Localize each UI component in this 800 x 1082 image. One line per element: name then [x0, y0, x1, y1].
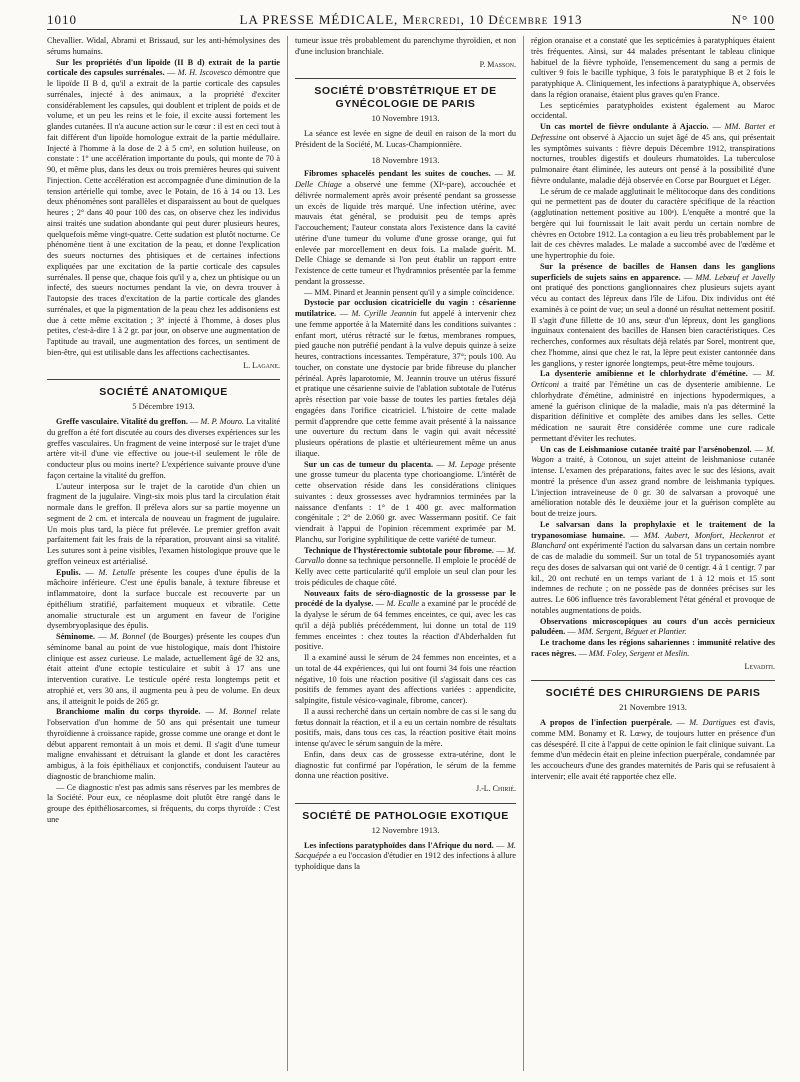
article-author: M. Carvallo — [295, 545, 517, 566]
article-placenta: Sur un cas de tumeur du placenta. — M. Lepage présente une grosse tumeur du placenta type chorioangiome. L'intérêt de cette observation réside dans les considérations cliniques suivantes : deux grossesses avec hydramnios terminées par la naissance d'enfants : 1° de 1 400 gr. avec malformation congénitale ; 2° de 2.060 gr. avec Wassermann positif. Ce fait viendrait à l'appui de l'opinion récemment exprimée par M. Planchu, sur l'origine syphilitique de cette variété de tumeur. — [295, 459, 516, 544]
article-author: M. Ecalle — [386, 599, 420, 609]
article-text: a traité par l'émétine un cas de dysenterie amibienne. Le chlorhydrate d'émétine, administré en injections hypodermiques, a amené la guérison clinique de la maladie, mais n'a pas déterminé la disparition définitive et complète des amibes dans les selles. Cette médication ne saurait être considérée comme une cure radicale permettant d'éviter les rechutes. — [531, 380, 775, 443]
article-text: a eu l'occasion d'étudier en 1912 des infections à allure typhoïdique dans la — [295, 851, 516, 871]
column-1 — [47, 36, 287, 1071]
paragraph: Chevallier. Widal, Abrami et Brissaud, sur les anti-hémolysines des sérums humains. — [47, 36, 280, 56]
article-text: fut appelé à intervenir chez une femme apportée à la Maternité dans les conditions suivantes : enfant mort, utérus rétracté sur le fœtus, membranes rompues, pied gauche non putréfié pendant à la vulve depuis quinze à seize heures, contractions incessantes. Température, 37°; pouls 100. Au toucher, on constate une dystocie par bride fibreuse du plancher périnéal. Après laparotomie, M. Jeannin trouve un utérus fissuré et pratique une césarienne suivie de l'ablation subtotale de l'utérus après résection par voie basse de toutes les parties fœtales déjà engagées dans l'orifice cicatriciel. L'histoire de cette malade permit d'apprendre que cette femme avait présenté à la naissance une ouverture du rectum dans le vagin qui avait nécessité plusieurs opérations de plastie et ultérieurement même un anus iliaque. — [295, 309, 516, 458]
article-text: est d'avis, comme MM. Bonamy et R. Lœwy, de toujours lutter en présence d'un cas désespéré. Il cite à l'appui de cette opinion le fait clinique suivant. La femme d'un médecin était en pleine infection puerpérale, condamnée par les accoucheurs d'une des grandes maternités de Paris qui se refusaient à intervenir; elle avait été rapportée chez elle. — [531, 718, 775, 781]
article-author: M. Cyrille Jeannin — [351, 309, 417, 318]
article-fibromes: Fibromes sphacelés pendant les suites de couches. — M. Delle Chiage a observé une femme (XIᵉ-pare), accouchée et délivrée normalement après avoir présenté pendant sa grossesse un excès de liquide très marqué. Une infection utérine, avec mauvais état général, se produisit peu de temps après l'accouchement; l'auteur constata alors l'existence dans la cavité utérine d'une tumeur du volume d'une grosse orange, qui fut enlevée par morcellement en deux fois. La malade guérit. M. Delle Chiage se demande si l'on peut établir un rapport entre l'existence de cette tumeur et l'hydramnios présentée par la femme pendant la grossesse. — [295, 169, 516, 286]
paragraph: région oranaise et a constaté que les septicémies à paratyphiques étaient très fréquentes. Ainsi, sur 44 malades présentant le tableau clinique habituel de la fièvre typhoïde, l'ensemencement du sang a permis de cultiver 9 fois le bacille typhique, 3 fois le paratyphique B et 2 fois le paratyphique A. Cliniquement, les infections à paratyphique A, observées dans la région oranaise, étaient plus graves qu'en France. — [531, 36, 775, 99]
paragraph: tumeur issue très probablement du parenchyme thyroïdien, et non d'une inclusion branchiale. — [295, 36, 516, 56]
article-title: Dystocie par occlusion cicatricielle du vagin : césarienne mutilatrice. — [295, 298, 516, 318]
section-date: 21 Novembre 1913. — [619, 702, 687, 713]
signature: L. Lagane. — [243, 360, 280, 370]
section-heading: SOCIÉTÉ ANATOMIQUE — [47, 379, 280, 399]
article-text: démontre que le lipoïde II B d, qu'il a extrait de la partie corticale des capsules surrénales, injecté à des animaux, a la propriété d'exciter considérablement les capsules, qui doublent et triplent de poids et de volume, et un peu les reins et le foie, il excite aussi fortement les glandes cutanées. Il n'a aucune action sur le cœur : il est en ceci tout à fait différent d'un lipoïde homologue extrait de la partie médullaire. Injecté à l'homme à la dose de 2 à 5 cm³, en solution huileuse, on constate : 1° une accélération importante du pouls, qui monte de 70 à 90, et même plus, dans les deux ou trois premières heures qui suivent l'injection. Cette accélération est accompagnée d'une diminution de la tension artérielle qui tombe, avec le Potain, de 16 à 14 ou 13. Les deux phénomènes sont parallèles et disparaissent au bout de quelques heures ; 2° dans 40 pour 100 des cas, on observe chez les individus ainsi traités une sudation abondante qui peut durer plusieurs heures, quelquefois même vingt-quatre. Cette sudation est plutôt nocturne. Ce phénomène tient à une excitation de la peau, et donne l'explication des sueurs nocturnes des phtisiques et de certaines infections expliquées par une excitation de la partie corticale des capsules surrénales. Il pense que, chaque fois qu'il y a, chez un phtisique ou un infecté, des sueurs nocturnes pendant la vie, on devra trouver à l'autopsie des traces d'excitation de la partie corticale des glandes surrénales, et que la pigmentation de la peau chez les addisoniens est due à cette même excitation ; 3° injecté à l'homme, à doses plus petites, c'est-à-dire 1 à 2 gr. par jour, on observe une augmentation de l'aptitude au travail, une augmentation des forces, un sentiment de bien-être, qui est utilisable dans les affections cachectisantes. — [47, 68, 281, 357]
article-hansen: Sur la présence de bacilles de Hansen dans les ganglions superficiels de sujets sains en apparence. — MM. Lebœuf et Javelly ont pratiqué des ponctions ganglionnaires chez plusieurs sujets ayant vécu au contact des lépreux dans l'île de Lifou. Dix individus ont été examinés à ce point de vue; un seul a donné un résultat nettement positif. Il s'agit d'une fillette de 10 ans, sœur d'un lépreux, dont les ganglions inguinaux contenaient des bacilles de Hansen bien caractéristiques. Ces recherches, conformes aux résultats déjà relatés par Sorel, montrent que, chez l'homme, ainsi que chez le rat, la lèpre peut exister cantonnée dans les ganglions, y rester ignorée longtemps, peut-être même toujours. — [531, 261, 775, 368]
article-author: M. Wagon — [531, 444, 775, 465]
article-hysterectomie: Technique de l'hystérectomie subtotale pour fibrome. — M. Carvallo donne sa technique personnelle. Il emploie le procédé de Kelly avec cette particularité qu'il emploie un seul clan pour les trois pédicules de chaque côté. — [295, 545, 517, 587]
section-date: 18 Novembre 1913. — [371, 154, 440, 165]
article-trachome: Le trachome dans les régions sahariennes : immunité relative des races nègres. — MM. Foley, Sergent et Meslin. — [531, 638, 775, 658]
article-title: Branchiome malin du corps thyroïde. — [56, 707, 201, 717]
article-puerperale: A propos de l'infection puerpérale. — M. Dartigues est d'avis, comme MM. Bonamy et R. Lœwy, de toujours lutter en présence d'un cas désespéré. Il cite à l'appui de cette opinion le fait clinique suivant. La femme d'un médecin était en pleine infection puerpérale, condamnée par les accoucheurs d'une des grandes maternités de Paris qui se refusaient à intervenir; elle avait été rapportée chez elle. — [531, 718, 775, 781]
page-header — [47, 9, 775, 30]
article-text: ont observé à Ajaccio un sujet âgé de 45 ans, qui présentait les symptômes suivants : fièvre depuis Décembre 1912, transpirations nocturnes, troubles digestifs et douleurs rhumatoïdes. La tuberculose pulmonaire étant éliminée, les auteurs ont pensé à la possibilité d'une fièvre ondulante, maladie déjà observée en Corse par Bourguet et Léger. — [531, 132, 775, 185]
paragraph: Il a aussi recherché dans un certain nombre de cas si le sang du fœtus donnait la réaction, et il a eu un certain nombre de résultats positifs, mais, dans tous ces cas, la réaction positive était moins intense qu'avec le sérum sanguin de la mère. — [295, 706, 516, 748]
article-author: M. P. Mouro. — [200, 417, 245, 426]
signature: J.-L. Chirié. — [476, 784, 516, 793]
article-text: La vitalité du greffon a été fort discutée au cours des diverses expériences sur les greffes vasculaires. Un fragment de veine interposé sur le trajet d'une artère vit-il d'une vie effective ou joue-t-il seulement le rôle de conducteur plus ou moins inerte? L'expérience suivante prouve d'une façon certaine la vitalité du greffon. — [47, 417, 281, 480]
article-title: Technique de l'hystérectomie subtotale pour fibrome. — [304, 545, 494, 555]
article-author: M. Dartigues — [689, 718, 736, 727]
section-heading: SOCIÉTÉ D'OBSTÉTRIQUE ET DE GYNÉCOLOGIE DE PARIS — [295, 78, 516, 111]
article-title: Nouveaux faits de séro-diagnostic de la grossesse par le procédé de la dyalyse. — [295, 588, 516, 609]
article-title: Sur la présence de bacilles de Hansen dans les ganglions superficiels de sujets sains en apparence. — [531, 261, 775, 282]
article-text: a observé une femme (XIᵉ-pare), accouchée et délivrée normalement après avoir présenté pendant sa grossesse un excès de liquide très marqué. Une infection utérine, avec mauvais état général, se produisit peu de temps après l'accouchement; l'auteur constata alors l'existence dans la cavité utérine d'une tumeur du volume d'une grosse orange, qui fut enlevée par morcellement en deux fois. La malade guérit. M. Delle Chiage se demande si l'on peut établir un rapport entre l'existence de cette tumeur et l'hydramnios présentée par la femme pendant la grossesse. — [295, 180, 516, 286]
article-author: M. Lepage — [448, 459, 485, 469]
section-date: 12 Novembre 1913. — [371, 824, 440, 835]
article-author: M. H. Iscovesco — [177, 68, 232, 78]
article-author: MM. Foley, Sergent et Meslin. — [588, 648, 690, 658]
article-title: Observations microscopiques au cours d'un accès pernicieux paludéen. — [531, 616, 775, 637]
section-date: 10 Novembre 1913. — [371, 113, 440, 124]
article-title: A propos de l'infection puerpérale. — [540, 718, 673, 727]
article-title: Le trachome dans les régions sahariennes : immunité relative des races nègres. — [531, 638, 775, 658]
article-sero: Nouveaux faits de séro-diagnostic de la grossesse par le procédé de la dyalyse. — M. Ecalle a examiné par le procédé de la dyalyse le sérum de 64 femmes enceintes, ce qui, avec les cas qu'il a déjà publiés précédemment, lui donne un total de 119 femmes enceintes : chez toutes la réaction d'Abderhalden fut positive. — [295, 588, 516, 652]
paragraph: Les septicémies paratyphoïdes existent également au Maroc occidental. — [531, 100, 775, 121]
article-text: ont pratiqué des ponctions ganglionnaires chez plusieurs sujets ayant vécu au contact des lépreux dans l'île de Lifou. Dix individus ont été examinés à ce point de vue; un seul a donné un résultat nettement positif. Il s'agit d'une fillette de 10 ans, sœur d'un lépreux, dont les ganglions inguinaux contenaient des bacilles de Hansen bien caractéristiques. Ces recherches, conformes aux résultats déjà relatés par Sorel, montrent que, chez l'homme, ainsi que chez le rat, la lèpre peut exister cantonnée dans les ganglions, y rester ignorée longtemps, peut-être même toujours. — [531, 283, 775, 368]
article-text: relate l'observation d'un homme de 50 ans qui présentait une tumeur thyroïdienne à croissance rapide, grosse comme une orange et dont le début apparent remontait à un mois et demi. Il s'agit d'une tumeur maligne envahissant et détruisant la glande et dont les caractères ambigus, à la fois épithéliaux et conjonctifs, conduisent l'auteur au diagnostic de branchiome malin. — [47, 707, 281, 781]
article-title: Fibromes sphacelés pendant les suites de couches. — [304, 169, 491, 179]
article-paratyphoides: Les infections paratyphoïdes dans l'Afrique du nord. — M. Sacquépée a eu l'occasion d'étudier en 1912 des infections à allure typhoïdique dans la — [295, 840, 516, 871]
paragraph: Il a examiné aussi le sérum de 24 femmes non enceintes, et a un total de 44 expériences, qui lui ont fourni 34 fois une réaction négative, 10 fois une réaction positive (il s'agissait dans ces cas positifs de femmes ayant des affections variées : appendicite, salpingite, fistule vésico-vaginale, fibrome, cancer). — [295, 653, 516, 705]
journal-title: LA PRESSE MÉDICALE, Mercredi, 10 Décembre 1913 — [239, 12, 583, 27]
paragraph: — MM. Pinard et Jeannin pensent qu'il y a simple coïncidence. — [304, 287, 515, 297]
section-heading: SOCIÉTÉ DE PATHOLOGIE EXOTIQUE — [295, 803, 516, 823]
signature: P. Masson. — [479, 59, 516, 69]
article-epulis: Epulis. — M. Letulle présente les coupes d'une épulis de la mâchoire inférieure. C'est une épulis banale, à texture fibreuse et inflammatoire, dont la surface buccale est recouverte par un épithélium stratifié, parfaitement muqueux et vibratile. Cette anomalie structurale est un argument en faveur de l'origine dysembryoplasique des épulis. — [47, 567, 280, 631]
article-author: MM. Bartet et Defressine — [531, 122, 775, 142]
article-author: MM. Sergent, Béguet et Plantier. — [577, 627, 687, 637]
article-text: ont expérimenté l'action du salvarsan dans un certain nombre de cas de maladie du sommeil. Sur un total de 51 trypanosomiés ayant reçu des doses de salvarsan qui ont varié de 0 centigr. 4 à 1 centigr. 7 par kil., 20 ont rechuté en un temps variant de 1 à 12 mois et 15 sont indemnes de rechute ; on ne possède pas de données précises sur les autres. Le 606 influence très favorablement l'état général et provoque de notables augmentations de poids. — [531, 541, 775, 615]
article-author: M. Orticoni — [531, 369, 775, 389]
article-author: MM. Lebœuf et Javelly — [695, 272, 775, 282]
article-title: Un cas mortel de fièvre ondulante à Ajaccio. — [540, 122, 709, 131]
article-title: Les infections paratyphoïdes dans l'Afrique du nord. — [304, 840, 494, 850]
article-branchiome: Branchiome malin du corps thyroïde. — M. Bonnel relate l'observation d'un homme de 50 ans qui présentait une tumeur thyroïdienne à croissance rapide, grosse comme une orange et dont le début apparent remontait à un mois et demi. Il s'agit d'une tumeur maligne envahissant et détruisant la glande et dont les caractères ambigus, à la fois épithéliaux et conjonctifs, conduisent l'auteur au diagnostic de branchiome malin. — [47, 707, 281, 781]
column-3 — [523, 36, 775, 1071]
article-text: (de Bourges) présente les coupes d'un séminome banal au point de vue histologique, mais dont l'histoire clinique est assez curieuse. Le malade, actuellement âgé de 32 ans, était atteint d'une ectopie testiculaire et subit à 17 ans une intervention curative. Le testicule opéré resta longtemps petit et atrophié et, vers 30 ans, il augmenta peu à peu de volume. En deux ans, il atteignit le poids de 265 gr. — [47, 632, 281, 706]
issue-number: N° 100 — [731, 12, 775, 27]
article-author: M. Letulle — [98, 567, 136, 577]
article-title: Greffe vasculaire. Vitalité du greffon. — [56, 417, 188, 426]
paragraph: — Ce diagnostic n'est pas admis sans réserves par les membres de la Société. Pour eux, ce néoplasme doit plutôt être rangé dans le groupe des épithéliosarcomes, si fréquents, du corps thyroïde : C'est une — [47, 782, 280, 824]
article-text: présente les coupes d'une épulis de la mâchoire inférieure. C'est une épulis banale, à texture fibreuse et inflammatoire, dont la surface buccale est recouverte par un épithélium stratifié, parfaitement muqueux et vibratile. Cette anomalie structurale est un argument en faveur de l'origine dysembryoplasique des épulis. — [47, 567, 280, 631]
article-author: M. Delle Chiage — [295, 169, 516, 189]
article-author: M. Bonnel — [109, 632, 146, 641]
article-seminome: Séminome. — M. Bonnel (de Bourges) présente les coupes d'un séminome banal au point de vue histologique, mais dont l'histoire clinique est assez curieuse. Le malade, actuellement âgé de 32 ans, était atteint d'une ectopie testiculaire et subit à 17 ans une intervention curative. Le testicule opéré resta longtemps petit et atrophié et, vers 30 ans, il augmenta peu à peu de volume. En deux ans, il atteignit le poids de 265 gr. — [47, 632, 281, 706]
article-title: La dysenterie amibienne et le chlorhydrate d'émétine. — [540, 369, 748, 379]
article-ajaccio: Un cas mortel de fièvre ondulante à Ajaccio. — MM. Bartet et Defressine ont observé à Ajaccio un sujet âgé de 45 ans, qui présentait les symptômes suivants : fièvre depuis Décembre 1912, transpirations nocturnes, troubles digestifs et douleurs rhumatoïdes. La tuberculose pulmonaire étant éliminée, les auteurs ont pensé à la possibilité d'une fièvre ondulante, maladie déjà observée en Corse par Bourguet et Léger. — [531, 122, 775, 185]
signature: Levaditi. — [744, 661, 775, 671]
page-number: 1010 — [47, 12, 77, 27]
article-author: MM. Aubert, Monfort, Heckenrot et Blanchard — [531, 530, 775, 551]
article-dysenterie: La dysenterie amibienne et le chlorhydrate d'émétine. — M. Orticoni a traité par l'émétine un cas de dysenterie amibienne. Le chlorhydrate d'émétine, administré en injections hypodermiques, a amené la guérison clinique de la maladie, mais n'a pas déterminé la disparition définitive et complète des amibes dans les selles. Cette médication ne saurait être considérée comme une cure radicale permettant d'éviter les rechutes. — [531, 369, 775, 443]
article-title: Epulis. — [56, 567, 81, 577]
article-title: Sur les propriétés d'un lipoïde (II B d) extrait de la partie corticale des capsules surrénales. — [47, 57, 280, 78]
article-text: a traité, à Cotonou, un sujet atteint de leishmaniose cutanée intense. L'examen des préparations, faites avec le suc des lésions, avait montré la présence d'un assez grand nombre de leishmania typiques. L'injection intraveineuse de 0 gr. 30 de salvarsan a provoqué une amélioration notable dès le deuxième jour et la guérison complète au bout de treize jours. — [531, 455, 775, 518]
paragraph: La séance est levée en signe de deuil en raison de la mort du Président de la Société, M. Lucas-Championnière. — [295, 129, 516, 149]
article-observations: Observations microscopiques au cours d'un accès pernicieux paludéen. — MM. Sergent, Béguet et Plantier. — [531, 616, 775, 637]
article-lipoid: Sur les propriétés d'un lipoïde (II B d) extrait de la partie corticale des capsules surrénales. — M. H. Iscovesco démontre que le lipoïde II B d, qu'il a extrait de la partie corticale des capsules surrénales, injecté à des animaux, a la propriété d'exciter considérablement les capsules, qui doublent et triplent de poids et de volume, et un peu les reins et le foie, il excite aussi fortement les glandes cutanées. Il n'a aucune action sur le cœur : il est en ceci tout à fait différent d'un lipoïde homologue extrait de la partie médullaire. Injecté à l'homme à la dose de 2 à 5 cm³, en solution huileuse, on constate : 1° une accélération importante du pouls, qui monte de 70 à 90, et même plus, dans les deux ou trois premières heures qui suivent l'injection. Cette accélération est accompagnée d'une diminution de la tension artérielle qui tombe, avec le Potain, de 16 à 14 ou 13. Les deux phénomènes sont parallèles et disparaissent au bout de quelques heures ; 2° dans 40 pour 100 des cas, on observe chez les individus ainsi traités une sudation abondante qui peut durer plusieurs heures, quelquefois même vingt-quatre. Cette sudation est plutôt nocturne. Ce phénomène tient à une excitation de la peau, et donne l'explication des sueurs nocturnes des phtisiques et de certaines infections expliquées par une excitation de la partie corticale des capsules surrénales. Il pense que, chaque fois qu'il y a, chez un phtisique ou un infecté, des sueurs nocturnes pendant la vie, on devra trouver à l'autopsie des traces d'excitation de la partie corticale des glandes surrénales, et que la pigmentation de la peau chez les addisoniens est due à cette même excitation ; 3° injecté à l'homme, à doses plus petites, c'est-à-dire 1 à 2 gr. par jour, on observe une augmentation de l'aptitude au travail, une augmentation des forces, un sentiment de bien-être, qui est utilisable dans les affections cachectisantes. — [47, 57, 281, 357]
column-2 — [287, 36, 523, 1071]
article-text: a examiné par le procédé de la dyalyse le sérum de 64 femmes enceintes, ce qui, avec les cas qu'il a déjà publiés précédemment, lui donne un total de 119 femmes enceintes : chez toutes la réaction d'Abderhalden fut positive. — [295, 599, 516, 652]
paragraph: L'auteur interposa sur le trajet de la carotide d'un chien un fragment de la jugulaire. Vingt-six mois plus tard la circulation était normale dans le greffon. Il préleva alors sur sa partie moyenne un segment de 2 cm. et intercala de nouveau un fragment de jugulaire. Un mois plus tard, la pièce fut prélevée. Le premier greffon avait parfaitement fait les frais de la réparation, prouvant ainsi sa vitalité. Les sutures sont à peine visibles, l'examen histologique prouve que le greffon veineux est artérialisé. — [47, 481, 280, 566]
section-date: 5 Décembre 1913. — [132, 401, 195, 412]
article-text: présente une grosse tumeur du placenta type chorioangiome. L'intérêt de cette observation réside dans les considérations cliniques suivantes : deux grossesses avec hydramnios terminées par la naissance d'enfants : 1° de 1 400 gr. avec malformation congénitale ; 2° de 2.060 gr. avec Wassermann positif. Ce fait viendrait à l'appui de l'opinion récemment exprimée par M. Planchu, sur l'origine syphilitique de cette variété de tumeur. — [295, 459, 516, 544]
article-author: M. Sacquépée — [295, 840, 516, 861]
article-title: Séminome. — [56, 632, 95, 641]
article-dystocie: Dystocie par occlusion cicatricielle du vagin : césarienne mutilatrice. — M. Cyrille Jeannin fut appelé à intervenir chez une femme apportée à la Maternité dans les conditions suivantes : enfant mort, utérus rétracté sur le fœtus, membranes rompues, pied gauche non putréfié pendant à la vulve depuis quinze à seize heures, contractions incessantes. Température, 37°; pouls 100. Au toucher, on constate une dystocie par bride fibreuse du plancher périnéal. Après laparotomie, M. Jeannin trouve un utérus fissuré et pratique une césarienne suivie de l'ablation subtotale de l'utérus après résection par voie basse de toutes les parties fœtales déjà engagées dans l'orifice cicatriciel. L'histoire de cette malade permit d'apprendre que cette femme avait présenté à la naissance une ouverture du rectum dans le vagin qui avait nécessité plusieurs opérations de plastie et ultérieurement même un anus iliaque. — [295, 298, 516, 458]
article-leishmaniose: Un cas de Leishmaniose cutanée traité par l'arsénobenzol. — M. Wagon a traité, à Cotonou, un sujet atteint de leishmaniose cutanée intense. L'examen des préparations, faites avec le suc des lésions, avait montré la présence d'un assez grand nombre de leishmania typiques. L'injection intraveineuse de 0 gr. 30 de salvarsan a provoqué une amélioration notable dès le deuxième jour et la guérison complète au bout de treize jours. — [531, 444, 775, 518]
paragraph: Le sérum de ce malade agglutinait le mélitocoque dans des conditions qui ne permettent pas de douter du caractère spécifique de la réaction (agglutination nettement positive au 100ᵉ). L'enquête a montré que la bergère qui lui fournissait le lait avait perdu un certain nombre de chèvres en Octobre 1912. La contagion a eu lieu très probablement par le lait de ces chèvres malades. Le malade a succombé avec de l'œdème et une hypertrophie du foie. — [531, 186, 775, 260]
article-greffe: Greffe vasculaire. Vitalité du greffon. — M. P. Mouro. La vitalité du greffon a été fort discutée au cours des diverses expériences sur les greffes vasculaires. Un fragment de veine interposé sur le trajet d'une artère vit-il d'une vie effective ou joue-t-il seulement le rôle de conducteur plus ou moins inerte? L'expérience suivante prouve d'une façon certaine la vitalité du greffon. — [47, 417, 281, 480]
article-text: donne sa technique personnelle. Il emploie le procédé de Kelly avec cette particularité qu'il emploie un seul clan pour les trois pédicules de chaque côté. — [295, 556, 516, 587]
article-title: Le salvarsan dans la prophylaxie et le traitement de la trypanosomiase humaine. — [531, 519, 775, 540]
columns — [47, 36, 775, 1071]
article-salvarsan: Le salvarsan dans la prophylaxie et le traitement de la trypanosomiase humaine. — MM. Aubert, Monfort, Heckenrot et Blanchard ont expérimenté l'action du salvarsan dans un certain nombre de cas de maladie du sommeil. Sur un total de 51 trypanosomiés ayant reçu des doses de salvarsan qui ont varié de 0 centigr. 4 à 1 centigr. 7 par kil., 20 ont rechuté en un temps variant de 1 à 12 mois et 15 sont indemnes de rechute ; on ne possède pas de données précises sur les autres. Le 606 influence très favorablement l'état général et provoque de notables augmentations de poids. — [531, 519, 775, 615]
article-title: Sur un cas de tumeur du placenta. — [304, 459, 434, 469]
article-author: M. Bonnel — [218, 707, 257, 717]
section-heading: SOCIÉTÉ DES CHIRURGIENS DE PARIS — [531, 680, 775, 700]
paragraph: Enfin, dans deux cas de grossesse extra-utérine, dont le diagnostic fut confirmé par l'opération, le sérum de la femme donna une réaction positive. — [295, 749, 516, 781]
article-title: Un cas de Leishmaniose cutanée traité par l'arsénobenzol. — [540, 444, 752, 454]
